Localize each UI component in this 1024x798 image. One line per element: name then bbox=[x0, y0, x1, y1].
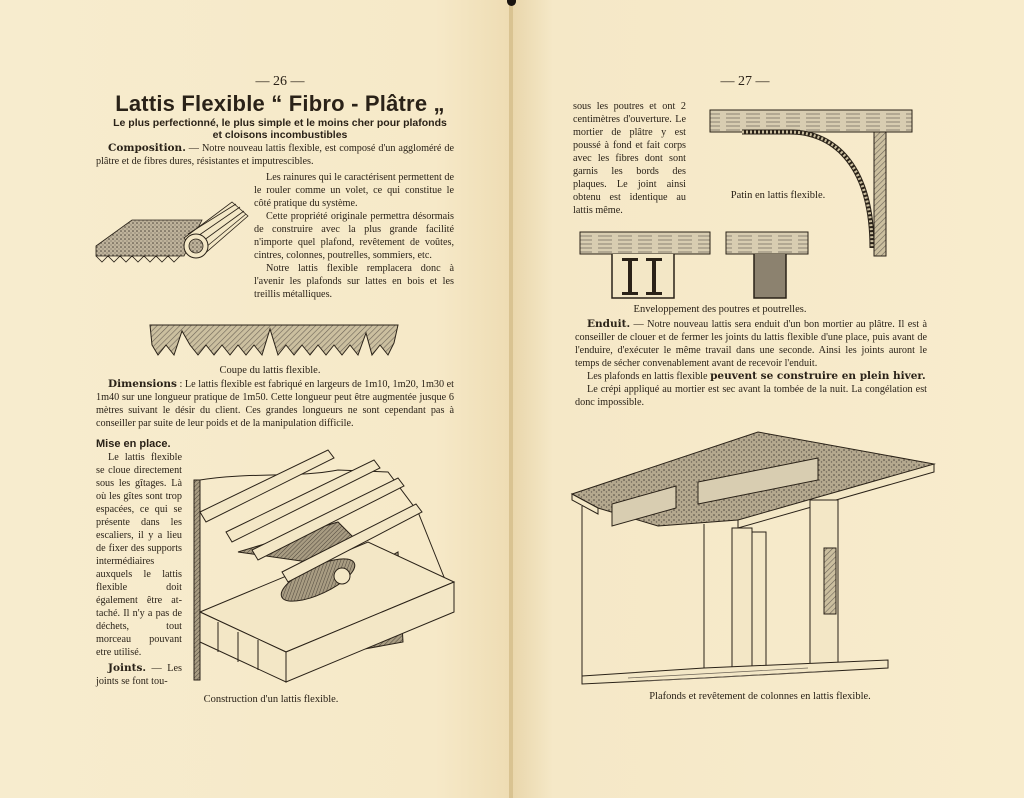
coupe-caption: Coupe du lattis flexible. bbox=[219, 365, 321, 376]
dimensions-text: : Le lattis flexible est fabriqué en largeurs de 1m10, 1m20, 1m30 et 1m40 sur une longueur pratique de 1m50. Cette longueur peut être augmentée jusque 6 mètres suivant le désir du client. Ces grandes longueurs ne sont cependant pas à conseiller par suite de leur poids et de la manipulation difficile. bbox=[96, 379, 454, 429]
joints-continued-text: sous les poutres et ont 2 centimètres d'ouverture. Le mortier de plâtre y est poussé à fond et fait corps avec les fibres dont sont garnis les bords des plaques. Le joint ainsi obtenu est identique au lattis même. bbox=[573, 101, 686, 216]
patin-caption: Patin en lattis flexible. bbox=[730, 190, 826, 201]
page-number-27: — 27 — bbox=[720, 74, 770, 89]
subtitle-line-2: et cloisons incombustibles bbox=[212, 129, 348, 141]
crepi-paragraph: Le crépi appliqué au mortier est sec avant la tombée de la nuit. La congélation est donc impossible. bbox=[575, 384, 927, 408]
rainures-paragraph: Les rainures qui le caractérisent permettent de le rouler comme un volet, ce qui constitue le côté pratique du système. bbox=[254, 172, 454, 209]
composition-heading: Composition. bbox=[108, 142, 186, 154]
lattis-roll-illustration bbox=[92, 198, 252, 270]
dimensions-paragraph bbox=[96, 378, 454, 430]
enduit-text: — Notre nouveau lattis sera enduit d'un bon mortier au plâtre. Il est à conseiller de clouer et de fermer les joints du lattis flexible d'une place, puis avant de l'enduire, d'exécuter le même travail dans une seconde. Ainsi les joints auront le temps de sécher convenablement avant de recevoir l'enduit. bbox=[575, 319, 927, 369]
subtitle bbox=[92, 117, 468, 141]
plafonds-illustration bbox=[568, 428, 936, 684]
mise-en-place-column bbox=[96, 438, 182, 688]
description-column bbox=[254, 171, 454, 301]
page-number-26: — 26 — bbox=[255, 74, 305, 89]
hiver-text: Les plafonds en lattis flexible bbox=[587, 371, 711, 382]
dimensions-heading: Dimensions bbox=[108, 378, 177, 390]
joints-heading: Joints. bbox=[108, 662, 147, 674]
enveloppement-caption: Enveloppement des poutres et poutrelles. bbox=[633, 304, 807, 315]
enduit-heading: Enduit. bbox=[587, 318, 631, 330]
composition-paragraph bbox=[96, 142, 454, 168]
remplacera-paragraph: Notre lattis flexible remplacera donc à l'avenir les plafonds sur lattes en bois et les treillis métalliques. bbox=[254, 263, 454, 300]
propriete-paragraph: Cette propriété originale permettra désormais de construire avec la plus grande facilité n'importe quel plafond, revêtement de voûtes, cintres, colonnes, poutrelles, sommiers, etc. bbox=[254, 211, 454, 261]
book-gutter bbox=[509, 0, 513, 798]
subtitle-line-1: Le plus perfectionné, le plus simple et le moins cher pour plafonds bbox=[113, 117, 447, 129]
construction-illustration bbox=[188, 442, 458, 690]
enveloppement-illustration bbox=[578, 230, 808, 302]
composition-text: — Notre nouveau lattis flexible, est composé d'un aggloméré de plâtre et de fibres dures, résistantes et imputrescibles. bbox=[96, 143, 454, 167]
lattis-section-illustration bbox=[148, 323, 400, 359]
construction-caption: Construction d'un lattis flexible. bbox=[203, 694, 339, 705]
joints-continued-column bbox=[573, 100, 686, 217]
joints-text: — Les joints se font tou- bbox=[96, 663, 182, 687]
mise-en-place-heading: Mise en place. bbox=[96, 438, 171, 450]
plafonds-caption: Plafonds et revêtement de colonnes en lattis flexible. bbox=[649, 691, 871, 702]
enduit-section bbox=[575, 318, 927, 409]
hiver-emphasis: peuvent se construire en plein hiver. bbox=[710, 370, 926, 382]
page-title: Lattis Flexible “ Fibro - Plâtre „ bbox=[115, 91, 445, 116]
mise-en-place-text: Le lattis flexible se cloue directement sous les gîtages. Là où les gîtes sont trop espacées, ce qui se présente dans les escaliers, il y a lieu de fixer des supports intermédiaires auxquels le lattis flexible doit également être attaché. Il n'y a pas de déchets, tout morceau pouvant etre utilisé. bbox=[96, 452, 182, 658]
